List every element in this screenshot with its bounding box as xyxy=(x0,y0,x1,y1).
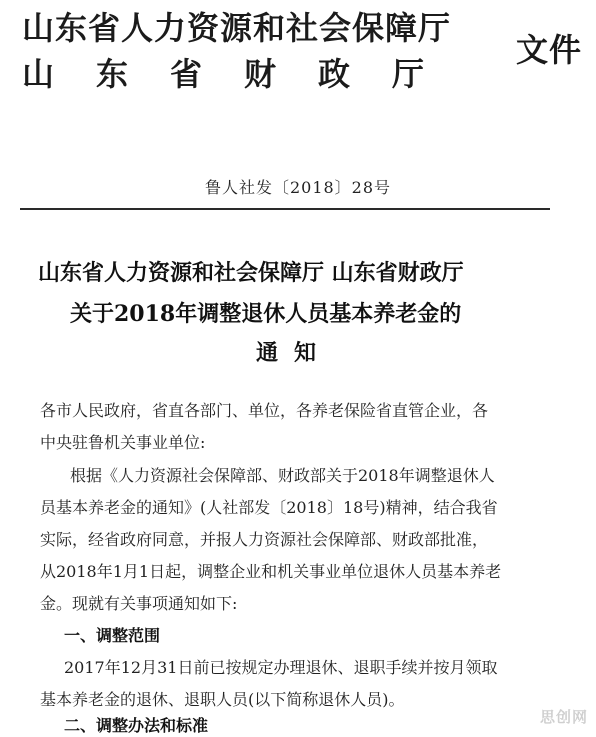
letterhead xyxy=(22,8,582,100)
site-watermark: 思创网 xyxy=(539,708,588,726)
section-heading-scope: 一、调整范围 xyxy=(64,626,161,645)
addressee-line-1: 各市人民政府，省直各部门、单位，各养老保险省直管企业，各 xyxy=(40,401,489,420)
title-line-3: 通知 xyxy=(256,340,333,366)
document-label: 文件 xyxy=(516,31,583,69)
paragraph-2-line-2: 基本养老金的退休、退职人员(以下简称退休人员)。 xyxy=(40,690,405,709)
header-divider xyxy=(20,208,550,210)
paragraph-1-line-2: 员基本养老金的通知》(人社部发〔2018〕18号)精神，结合我省 xyxy=(40,498,498,517)
document-number: 鲁人社发〔2018〕28号 xyxy=(204,178,392,197)
paragraph-2-line-1: 2017年12月31日前已按规定办理退休、退职手续并按月领取 xyxy=(64,658,498,677)
title-line-2: 关于2018年调整退休人员基本养老金的 xyxy=(70,301,462,327)
addressee-line-2: 中央驻鲁机关事业单位: xyxy=(40,433,206,452)
org-name-finance: 山东省财政厅 xyxy=(22,55,467,93)
paragraph-1-line-4: 从2018年1月1日起，调整企业和机关事业单位退休人员基本养老 xyxy=(40,562,502,581)
paragraph-1-line-1: 根据《人力资源社会保障部、财政部关于2018年调整退休人 xyxy=(70,466,495,485)
section-heading-method: 二、调整办法和标准 xyxy=(64,716,209,735)
paragraph-1-line-5: 金。现就有关事项通知如下: xyxy=(40,594,238,613)
title-line-1: 山东省人力资源和社会保障厅 山东省财政厅 xyxy=(38,260,464,286)
paragraph-1-line-3: 实际，经省政府同意，并报人力资源社会保障部、财政部批准， xyxy=(40,530,489,549)
org-name-hrss: 山东省人力资源和社会保障厅 xyxy=(22,9,452,47)
